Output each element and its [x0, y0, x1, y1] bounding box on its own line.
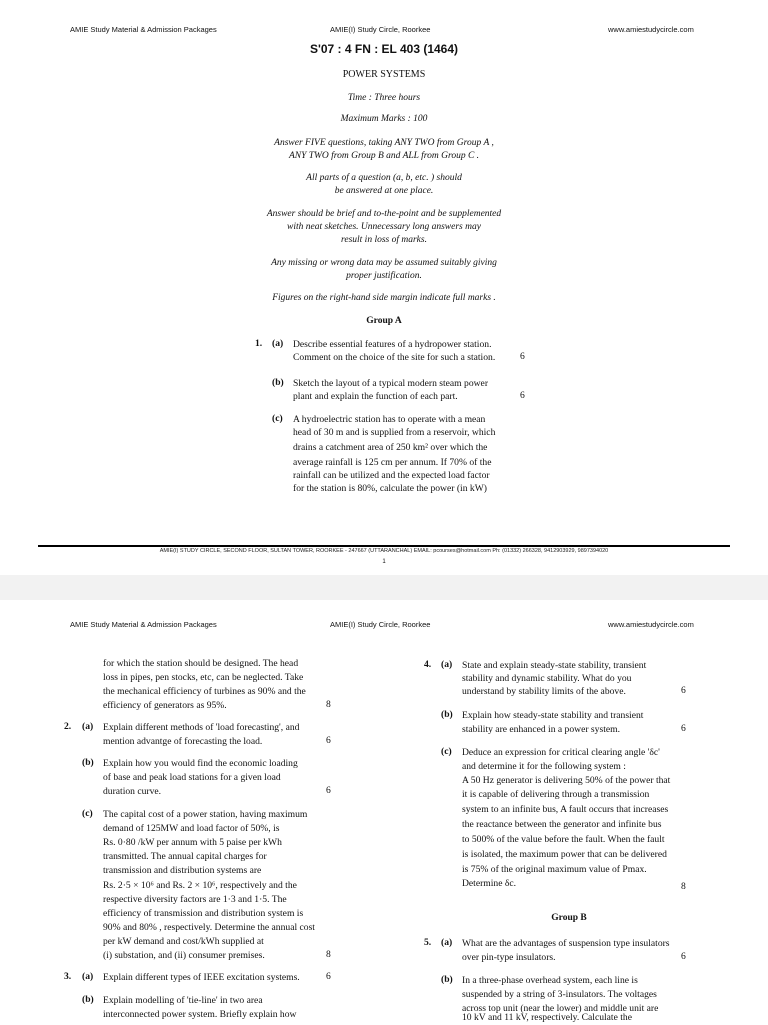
q1c-line7: for which the station should be designed. The head [103, 658, 299, 669]
paper-title: POWER SYSTEMS [342, 69, 426, 80]
q3a-line1: Explain different types of IEEE excitation systems. [103, 972, 300, 983]
q1c-line3: drains a catchment area of 250 km² over which the [293, 442, 488, 453]
q4c-line10: Determine δc. [462, 878, 517, 889]
q1a-marks: 6 [520, 351, 525, 362]
q2c-line9: 90% and 80% , respectively. Determine the annual cost [103, 922, 315, 933]
instruction-4a: Any missing or wrong data may be assumed suitably giving [271, 258, 497, 268]
q1c-label: (c) [272, 413, 283, 424]
q4c-marks: 8 [681, 881, 686, 892]
q2-number: 2. [64, 721, 72, 732]
header-center: AMIE(I) Study Circle, Roorkee [330, 25, 431, 34]
instruction-3c: result in loss of marks. [341, 235, 427, 245]
q1b-line1: Sketch the layout of a typical modern steam power [293, 378, 489, 389]
header-left-p2: AMIE Study Material & Admission Packages [70, 620, 217, 629]
instruction-1b: ANY TWO from Group B and ALL from Group C . [288, 151, 480, 161]
q1a-line2: Comment on the choice of the site for such a station. [293, 352, 496, 363]
q5b-line3: across top unit (near the lower) and middle unit are [462, 1003, 659, 1014]
q4c-line4: it is capable of delivering through a transmission [462, 789, 650, 800]
header-right-p2: www.amiestudycircle.com [608, 620, 694, 629]
q1c-line4: average rainfall is 125 cm per annum. If 70% of the [293, 457, 492, 468]
header-right: www.amiestudycircle.com [608, 25, 694, 34]
paper-code: S'07 : 4 FN : EL 403 (1464) [309, 42, 459, 56]
q1-number: 1. [255, 338, 263, 349]
q1c-line6: for the station is 80%, calculate the power (in kW) [293, 483, 487, 494]
q1c-line1: A hydroelectric station has to operate with a mean [293, 414, 486, 425]
q2a-label: (a) [82, 721, 94, 732]
q2c-marks: 8 [326, 949, 331, 960]
q2b-line1: Explain how you would find the economic loading [103, 758, 298, 769]
q4a-line1: State and explain steady-state stability, transient [462, 660, 647, 671]
q4c-line5: system to an infinite bus, A fault occurs that increases [462, 804, 669, 815]
q3-number: 3. [64, 971, 72, 982]
group-b-heading: Group B [551, 913, 587, 923]
q2b-line2: of base and peak load stations for a given load [103, 772, 281, 783]
q2b-marks: 6 [326, 785, 331, 796]
q3b-line1: Explain modelling of 'tie-line' in two area [103, 995, 263, 1006]
q4c-line6: the reactance between the generator and infinite bus [462, 819, 662, 830]
q2a-line1: Explain different methods of 'load forecasting', and [103, 722, 300, 733]
q4c-line9: is 75% of the original maximum value of Pmax. [462, 864, 647, 875]
instruction-4b: proper justification. [346, 271, 422, 281]
q2c-line3: Rs. 0·80 /kW per annum with 5 paise per kWh [103, 837, 282, 848]
footer-address: AMIE(I) STUDY CIRCLE, SECOND FLOOR, SULTAN TOWER, ROORKEE - 247667 (UTTARANCHAL) EMAIL: pcourses@hotmail.com Ph: (01332) 266328, 9412903929, 9897394020 [159, 548, 609, 554]
max-marks: Maximum Marks : 100 [340, 114, 428, 124]
q2c-label: (c) [82, 808, 93, 819]
q4-number: 4. [424, 659, 432, 670]
q1b-line2: plant and explain the function of each part. [293, 391, 458, 402]
q5b-label: (b) [441, 974, 453, 985]
q4c-label: (c) [441, 746, 452, 757]
q1c-line5: rainfall can be utilized and the expected load factor [293, 470, 490, 481]
time-allowed: Time : Three hours [347, 93, 421, 103]
q3b-label: (b) [82, 994, 94, 1005]
instruction-3b: with neat sketches. Unnecessary long answers may [287, 222, 481, 232]
q4a-label: (a) [441, 659, 453, 670]
q3a-marks: 6 [326, 971, 331, 982]
q2c-line5: transmission and distribution systems are [103, 865, 262, 876]
header-center-p2: AMIE(I) Study Circle, Roorkee [330, 620, 431, 629]
q4a-line3: understand by stability limits of the above. [462, 686, 626, 697]
q4c-line7: to 500% of the value before the fault. When the fault [462, 834, 665, 845]
instruction-5: Figures on the right-hand side margin indicate full marks . [272, 293, 496, 303]
q2c-line11: (i) substation, and (ii) consumer premises. [103, 950, 265, 961]
q5b-line1: In a three-phase overhead system, each line is [462, 975, 638, 986]
q5-number: 5. [424, 937, 432, 948]
q2c-line1: The capital cost of a power station, having maximum [103, 809, 308, 820]
q2c-line2: demand of 125MW and load factor of 50%, is [103, 823, 280, 834]
q5a-line1: What are the advantages of suspension type insulators [462, 938, 670, 949]
q5b-line4: 10 kV and 11 kV, respectively. Calculate the [462, 1012, 632, 1023]
q3b-line2: interconnected power system. Briefly explain how [103, 1009, 297, 1020]
q4b-label: (b) [441, 709, 453, 720]
q5a-line2: over pin-type insulators. [462, 952, 556, 963]
q4c-line2: and determine it for the following system : [462, 761, 626, 772]
q3a-label: (a) [82, 971, 94, 982]
q1c-line8: loss in pipes, pen stocks, etc, can be neglected. Take [103, 672, 304, 683]
q1c-line2: head of 30 m and is supplied from a reservoir, which [293, 427, 496, 438]
q2a-marks: 6 [326, 735, 331, 746]
q2c-line4: transmitted. The annual capital charges for [103, 851, 267, 862]
q1a-label: (a) [272, 338, 284, 349]
q1c-line9: the mechanical efficiency of turbines as 90% and the [103, 686, 306, 697]
q5a-label: (a) [441, 937, 453, 948]
q2c-line6: Rs. 2·5 × 10⁶ and Rs. 2 × 10⁶, respectively and the [103, 880, 297, 891]
instruction-1a: Answer FIVE questions, taking ANY TWO from Group A , [274, 138, 494, 148]
q4c-line8: is isolated, the maximum power that can be delivered [462, 849, 667, 860]
page-number: 1 [382, 559, 386, 565]
q2c-line7: respective diversity factors are 1·3 and 1·5. The [103, 894, 287, 905]
q2b-line3: duration curve. [103, 786, 162, 797]
instruction-2a: All parts of a question (a, b, etc. ) should [306, 173, 462, 183]
q1b-marks: 6 [520, 390, 525, 401]
q1a-line1: Describe essential features of a hydropower station. [293, 339, 492, 350]
q2a-line2: mention advantge of forecasting the load. [103, 736, 263, 747]
q4c-line1: Deduce an expression for critical clearing angle 'δc' [462, 747, 660, 758]
q4c-line3: A 50 Hz generator is delivering 50% of the power that [462, 775, 671, 786]
q4b-line2: stability are enhanced in a power system. [462, 724, 620, 735]
page-gap [0, 575, 768, 600]
q5a-marks: 6 [681, 951, 686, 962]
q1c-marks: 8 [326, 699, 331, 710]
header-left: AMIE Study Material & Admission Packages [70, 25, 217, 34]
q4a-marks: 6 [681, 685, 686, 696]
q4b-line1: Explain how steady-state stability and transient [462, 710, 644, 721]
instruction-3a: Answer should be brief and to-the-point and be supplemented [266, 209, 502, 219]
group-a-heading: Group A [366, 316, 402, 326]
q2c-line8: efficiency of transmission and distribution system is [103, 908, 304, 919]
footer-rule [38, 545, 730, 547]
q5b-line2: suspended by a string of 3-insulators. The voltages [462, 989, 657, 1000]
q1b-label: (b) [272, 377, 284, 388]
instruction-2b: be answered at one place. [334, 186, 434, 196]
q2b-label: (b) [82, 757, 94, 768]
q4a-line2: stability and dynamic stability. What do you [462, 673, 632, 684]
q2c-line10: per kW demand and cost/kWh supplied at [103, 936, 264, 947]
q4b-marks: 6 [681, 723, 686, 734]
q1c-line10: efficiency of generators as 95%. [103, 700, 227, 711]
